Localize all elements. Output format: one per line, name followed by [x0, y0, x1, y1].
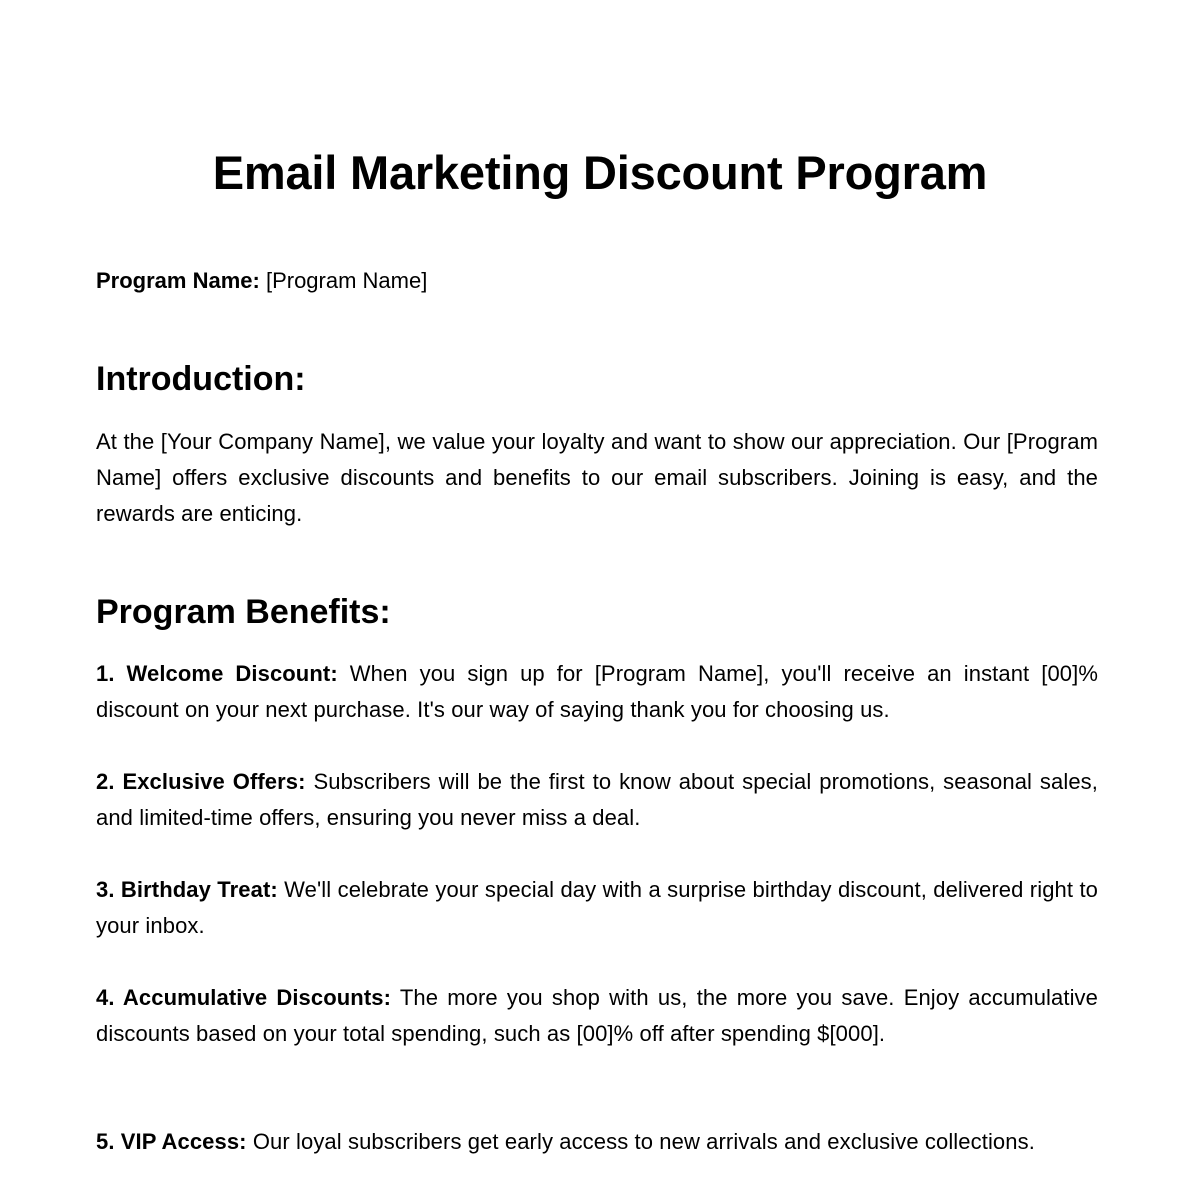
document-title: Email Marketing Discount Program [212, 146, 988, 199]
introduction-body: At the [Your Company Name], we value your loyalty and want to show our appreciation. Our [Program Name] offers exclusive discounts and benefits to our email subscribers. Joining is easy, and the rewards are enticing. [96, 429, 1098, 526]
benefit-item-welcome-discount [96, 656, 1098, 728]
benefit-lead: 4. Accumulative Discounts: [96, 985, 392, 1010]
benefit-item-exclusive-offers [96, 764, 1098, 836]
benefit-text: Our loyal subscribers get early access to new arrivals and exclusive collections. [246, 1129, 1035, 1154]
benefit-text: We'll celebrate your special day with a surprise birthday discount, delivered right to your inbox. [96, 877, 1098, 938]
program-name-label: Program Name: [96, 268, 260, 293]
benefit-item-accumulative-discounts [96, 980, 1098, 1052]
benefit-text: When you sign up for [Program Name], you'll receive an instant [00]% discount on your next purchase. It's our way of saying thank you for choosing us. [96, 661, 1099, 722]
program-name-value: [Program Name] [259, 268, 428, 293]
benefit-lead: 2. Exclusive Offers: [96, 769, 306, 794]
benefit-text: The more you shop with us, the more you save. Enjoy accumulative discounts based on your total spending, such as [00]% off after spending $[000]. [96, 985, 1098, 1046]
benefit-text: Subscribers will be the first to know about special promotions, seasonal sales, and limited-time offers, ensuring you never miss a deal. [96, 769, 1098, 830]
benefits-heading: Program Benefits: [96, 593, 391, 631]
benefit-item-birthday-treat [96, 872, 1098, 944]
benefit-item-vip-access [96, 1124, 1098, 1160]
benefit-lead: 1. Welcome Discount: [96, 661, 338, 686]
program-name-line [96, 266, 427, 296]
benefit-lead: 5. VIP Access: [96, 1129, 247, 1154]
benefit-lead: 3. Birthday Treat: [96, 877, 278, 902]
introduction-heading: Introduction: [96, 360, 306, 398]
